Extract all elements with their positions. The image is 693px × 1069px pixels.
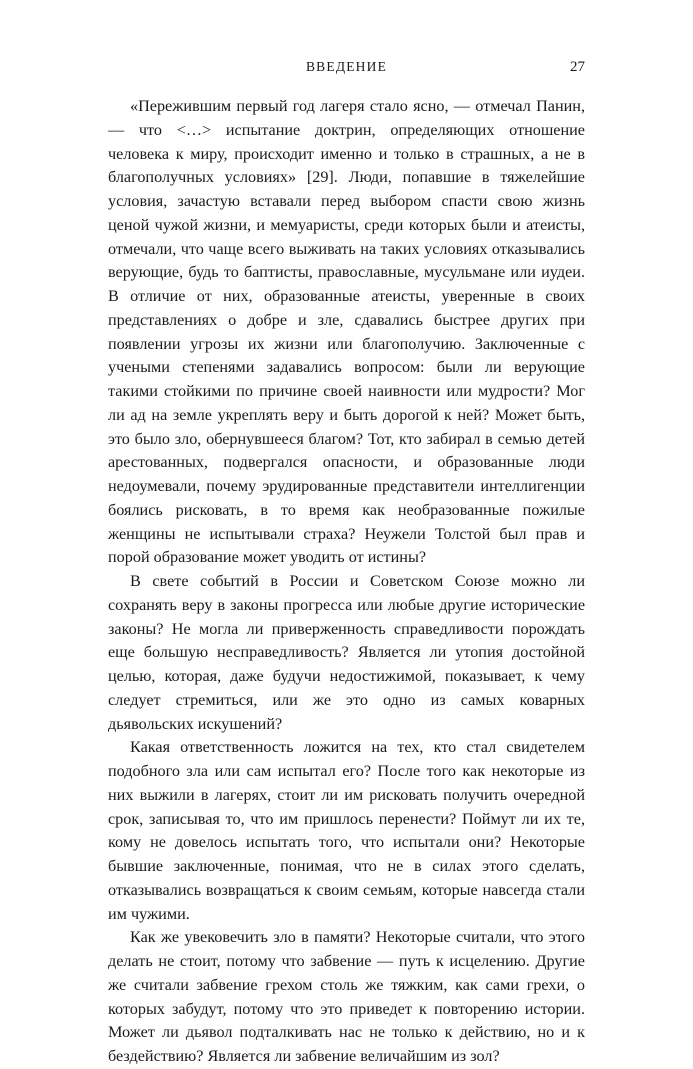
paragraph-2: В свете событий в России и Советском Союзе можно ли сохранять веру в законы прогресса или любые другие исторические законы? Не могла ли приверженность справедливости порождать еще большую несправедливость? Является ли утопия достойной целью, которая, даже будучи недостижимой, показывает, к чему следует стремиться, или же это одно из самых коварных дьявольских искушений?: [108, 572, 585, 733]
running-head: [108, 57, 585, 77]
page-number: 27: [570, 59, 585, 75]
paragraph-3: Какая ответственность ложится на тех, кто стал свидетелем подобного зла или сам испытал его? После того как некоторые из них выжили в лагерях, стоит ли им рисковать получить очередной срок, записывая то, что им пришлось перенести? Поймут ли их те, кому не довелось испытать того, что испытали они? Некоторые бывшие заключенные, понимая, что не в силах этого сделать, отказывались возвращаться к своим семьям, которые навсегда стали им чужими.: [108, 738, 585, 923]
paragraph-4: Как же увековечить зло в памяти? Некоторые считали, что этого делать не стоит, потому что забвение — путь к исцелению. Другие же считали забвение грехом столь же тяжким, как сами грехи, о которых забудут, потому что это приведет к повторению истории. Может ли дьявол подталкивать нас не только к действию, но и к бездействию? Является ли забвение величайшим из зол?: [108, 928, 585, 1065]
body-text: [108, 95, 585, 1069]
paragraph-1: «Пережившим первый год лагеря стало ясно, — отмечал Панин, — что <…> испытание доктрин, определяющих отношение человека к миру, происходит именно и только в страшных, а не в благополучных условиях» [29]. Люди, попавшие в тяжелейшие условия, зачастую вставали перед выбором спасти свою жизнь ценой чужой жизни, и мемуаристы, среди которых были и атеисты, отмечали, что чаще всего выживать на таких условиях отказывались верующие, будь то баптисты, православные, мусульмане или иудеи. В отличие от них, образованные атеисты, уверенные в своих представлениях о добре и зле, сдавались быстрее других при появлении угрозы их жизни или благополучию. Заключенные с учеными степенями задавались вопросом: были ли верующие такими стойкими по причине своей наивности или мудрости? Мог ли ад на земле укреплять веру и быть дорогой к ней? Может быть, это было зло, обернувшееся благом? Тот, кто забирал в семью детей арестованных, подвергался опасности, и образованные люди недоумевали, почему эрудированные представители интеллигенции боялись рисковать, в то время как необразованные пожилые женщины не испытывали страха? Неужели Толстой был прав и порой образование может уводить от истины?: [108, 97, 585, 567]
chapter-title: ВВЕДЕНИЕ: [305, 59, 388, 74]
